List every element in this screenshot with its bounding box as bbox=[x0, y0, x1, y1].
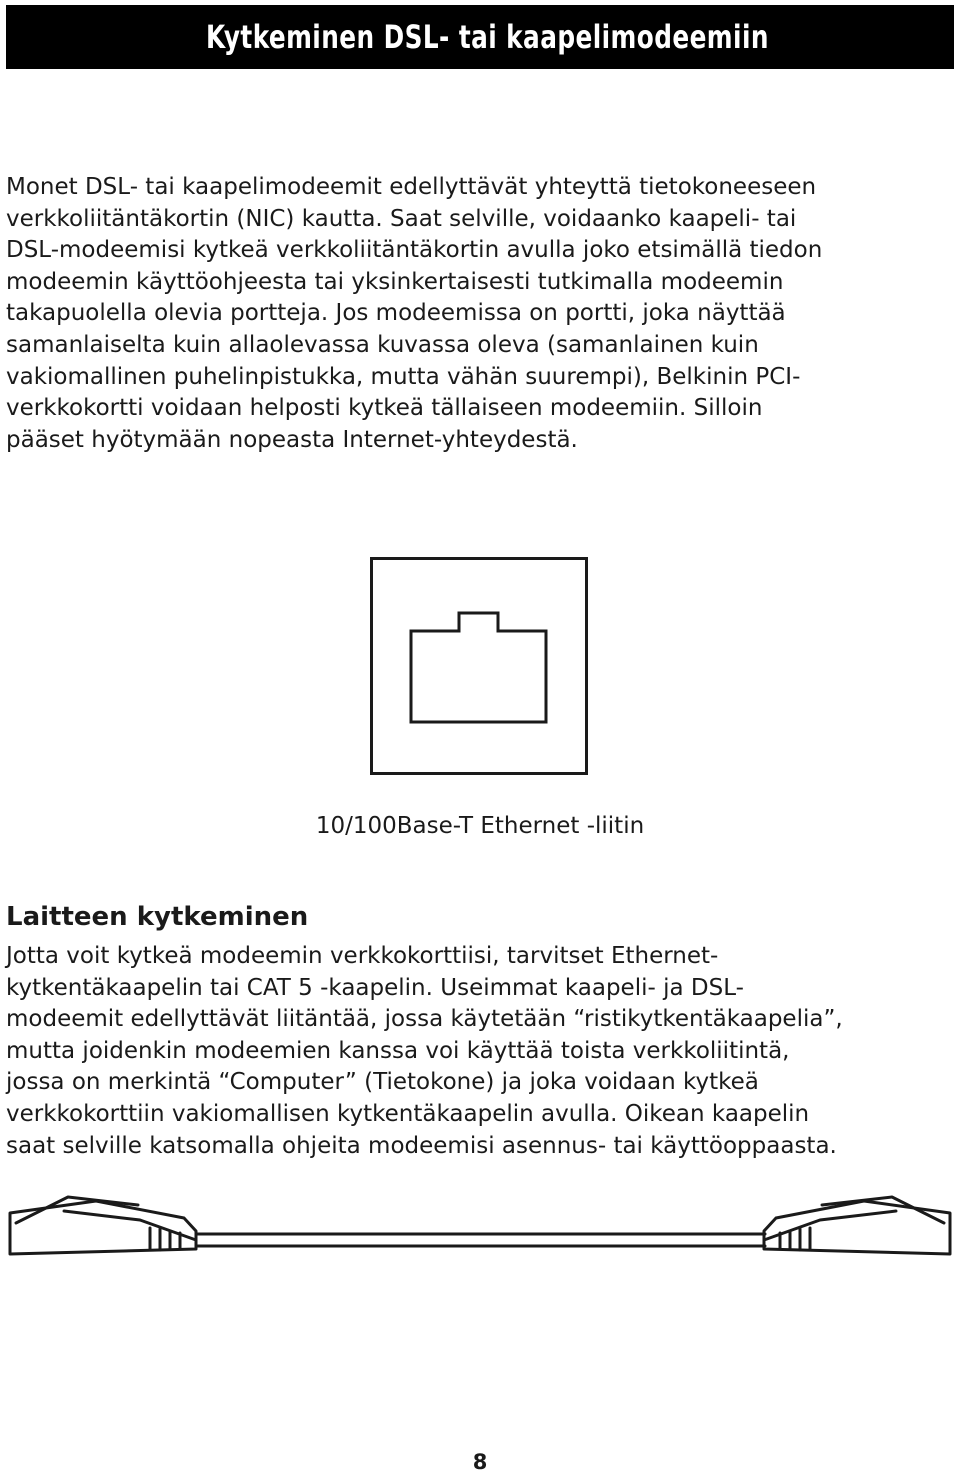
connect-line: Jotta voit kytkeä modeemin verkkokorttiisi, tarvitset Ethernet- bbox=[6, 943, 719, 969]
intro-line: verkkokortti voidaan helposti kytkeä tällaiseen modeemiin. Silloin bbox=[6, 395, 763, 422]
intro-line: Monet DSL- tai kaapelimodeemit edellyttävät yhteyttä tietokoneeseen bbox=[6, 174, 817, 200]
page-number: 8 bbox=[472, 1450, 488, 1474]
diagram-caption: 10/100Base-T Ethernet -liitin bbox=[315, 813, 645, 839]
intro-line: verkkoliitäntäkortin (NIC) kautta. Saat selville, voidaanko kaapeli- tai bbox=[6, 205, 797, 232]
intro-line: modeemin käyttöohjeesta tai yksinkertaisesti tutkimalla modeemin bbox=[6, 268, 784, 295]
intro-paragraph bbox=[6, 172, 954, 456]
intro-line: pääset hyötymään nopeasta Internet-yhteydestä. bbox=[6, 426, 578, 453]
intro-line: takapuolella olevia portteja. Jos modeemissa on portti, joka näyttää bbox=[6, 300, 786, 327]
header-bar bbox=[6, 5, 954, 69]
ethernet-port-icon bbox=[370, 557, 590, 777]
connect-line: saat selville katsomalla ohjeita modeemisi asennus- tai käyttöoppaasta. bbox=[6, 1132, 837, 1159]
section-heading: Laitteen kytkeminen bbox=[6, 902, 309, 932]
connect-line: mutta joidenkin modeemien kanssa voi käyttää toista verkkoliitintä, bbox=[6, 1037, 790, 1064]
connect-paragraph bbox=[6, 941, 954, 1162]
intro-line: vakiomallinen puhelinpistukka, mutta vähän suurempi), Belkinin PCI- bbox=[6, 363, 801, 390]
intro-line: samanlaiselta kuin allaolevassa kuvassa oleva (samanlainen kuin bbox=[6, 331, 759, 358]
intro-line: DSL-modeemisi kytkeä verkkoliitäntäkortin avulla joko etsimällä tiedon bbox=[6, 237, 823, 264]
connect-line: verkkokorttiin vakiomallisen kytkentäkaapelin avulla. Oikean kaapelin bbox=[6, 1100, 810, 1127]
connect-line: kytkentäkaapelin tai CAT 5 -kaapelin. Useimmat kaapeli- ja DSL- bbox=[6, 974, 744, 1001]
connect-line: modeemit edellyttävät liitäntää, jossa käytetään “ristikytkentäkaapelia”, bbox=[6, 1006, 843, 1033]
page-title: Kytkeminen DSL- tai kaapelimodeemiin bbox=[206, 18, 769, 56]
connect-line: jossa on merkintä “Computer” (Tietokone) ja joka voidaan kytkeä bbox=[6, 1069, 759, 1096]
ethernet-cable-icon bbox=[0, 1183, 960, 1283]
